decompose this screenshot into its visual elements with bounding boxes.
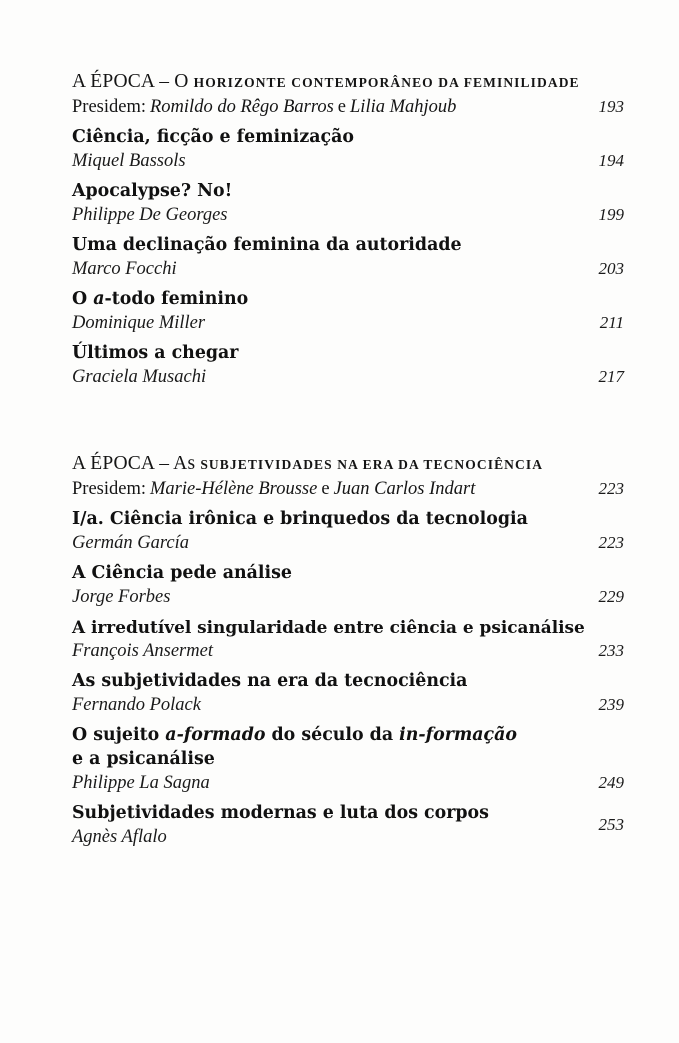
toc-entry xyxy=(72,507,624,555)
entry-title xyxy=(72,287,624,311)
entry-title-part: -todo feminino xyxy=(104,289,249,309)
entry-title-part: O xyxy=(72,289,94,309)
entry-title: As subjetividades na era da tecnociência xyxy=(72,671,468,691)
entry-author: François Ansermet xyxy=(72,641,213,661)
entry-title-part: O sujeito xyxy=(72,725,166,745)
section-heading xyxy=(72,70,624,95)
entry-title: Ciência, ficção e feminização xyxy=(72,127,354,147)
entry-author: Philippe La Sagna xyxy=(72,773,210,793)
toc-entry xyxy=(72,669,624,717)
toc-entry xyxy=(72,615,624,663)
entry-author: Fernando Polack xyxy=(72,695,201,715)
page-number: 203 xyxy=(598,259,624,278)
entry-title: I/a. Ciência irônica e brinquedos da tecnologia xyxy=(72,509,528,529)
toc-entry xyxy=(72,561,624,609)
toc-entry xyxy=(72,179,624,227)
page-number: 199 xyxy=(598,205,624,224)
entry-author: Graciela Musachi xyxy=(72,367,207,387)
entry-title-italic: a-formado xyxy=(165,725,266,745)
section-heading-lead: A ÉPOCA – As xyxy=(72,453,196,474)
entry-title-part: do século da xyxy=(265,725,400,745)
entry-author: Jorge Forbes xyxy=(72,587,171,607)
page-number: 223 xyxy=(598,479,624,498)
entry-author: Marco Focchi xyxy=(72,259,177,279)
presidem-row xyxy=(72,95,624,119)
entry-title-italic: a xyxy=(93,289,105,309)
entry-author: Agnès Aflalo xyxy=(72,827,167,847)
entry-title-italic: in-formação xyxy=(399,725,518,745)
presidem-label: Presidem: xyxy=(72,479,146,499)
toc-entry xyxy=(72,287,624,335)
presidem-name: Marie-Hélène Brousse xyxy=(150,479,318,499)
section-heading-lead: A ÉPOCA – O xyxy=(72,71,189,92)
page-number: 249 xyxy=(598,773,624,792)
entry-title: Uma declinação feminina da autoridade xyxy=(72,235,462,255)
section-heading-smallcaps: SUBJETIVIDADES NA ERA DA TECNOCIÊNCIA xyxy=(200,457,544,472)
entry-author: Dominique Miller xyxy=(72,313,206,333)
entry-title: Últimos a chegar xyxy=(72,343,239,363)
presidem-conjunction: e xyxy=(337,97,347,117)
presidem-name: Juan Carlos Indart xyxy=(333,479,476,499)
entry-title: A irredutível singularidade entre ciência e psicanálise xyxy=(72,617,585,637)
page-number: 211 xyxy=(599,313,624,332)
toc-entry xyxy=(72,801,624,849)
entry-author: Germán García xyxy=(72,533,189,553)
toc-entry xyxy=(72,233,624,281)
page-number: 223 xyxy=(598,533,624,552)
toc-section-feminilidade xyxy=(72,70,624,389)
page-number: 239 xyxy=(598,695,624,714)
toc-entry xyxy=(72,125,624,173)
entry-title xyxy=(72,723,624,747)
page-number: 217 xyxy=(598,367,624,386)
entry-title: Subjetividades modernas e luta dos corpos xyxy=(72,803,489,823)
presidem-row xyxy=(72,477,624,501)
page-number: 193 xyxy=(598,97,624,116)
section-heading-smallcaps: HORIZONTE CONTEMPORÂNEO DA FEMINILIDADE xyxy=(193,75,580,90)
page-number: 194 xyxy=(598,151,624,170)
presidem-name: Lilia Mahjoub xyxy=(350,97,457,117)
entry-title-line2: e a psicanálise xyxy=(72,749,215,769)
page-number: 229 xyxy=(598,587,624,606)
entry-author: Philippe De Georges xyxy=(72,205,228,225)
entry-title: Apocalypse? No! xyxy=(72,181,233,201)
entry-author: Miquel Bassols xyxy=(72,151,186,171)
toc-section-tecnociencia xyxy=(72,452,624,849)
section-heading xyxy=(72,452,624,477)
presidem-label: Presidem: xyxy=(72,97,146,117)
presidem-conjunction: e xyxy=(321,479,330,499)
toc-entry xyxy=(72,341,624,389)
toc-entry xyxy=(72,723,624,795)
entry-title: A Ciência pede análise xyxy=(72,563,292,583)
presidem-name: Romildo do Rêgo Barros xyxy=(150,97,334,117)
page-number: 233 xyxy=(598,641,624,660)
page-number: 253 xyxy=(598,815,624,834)
